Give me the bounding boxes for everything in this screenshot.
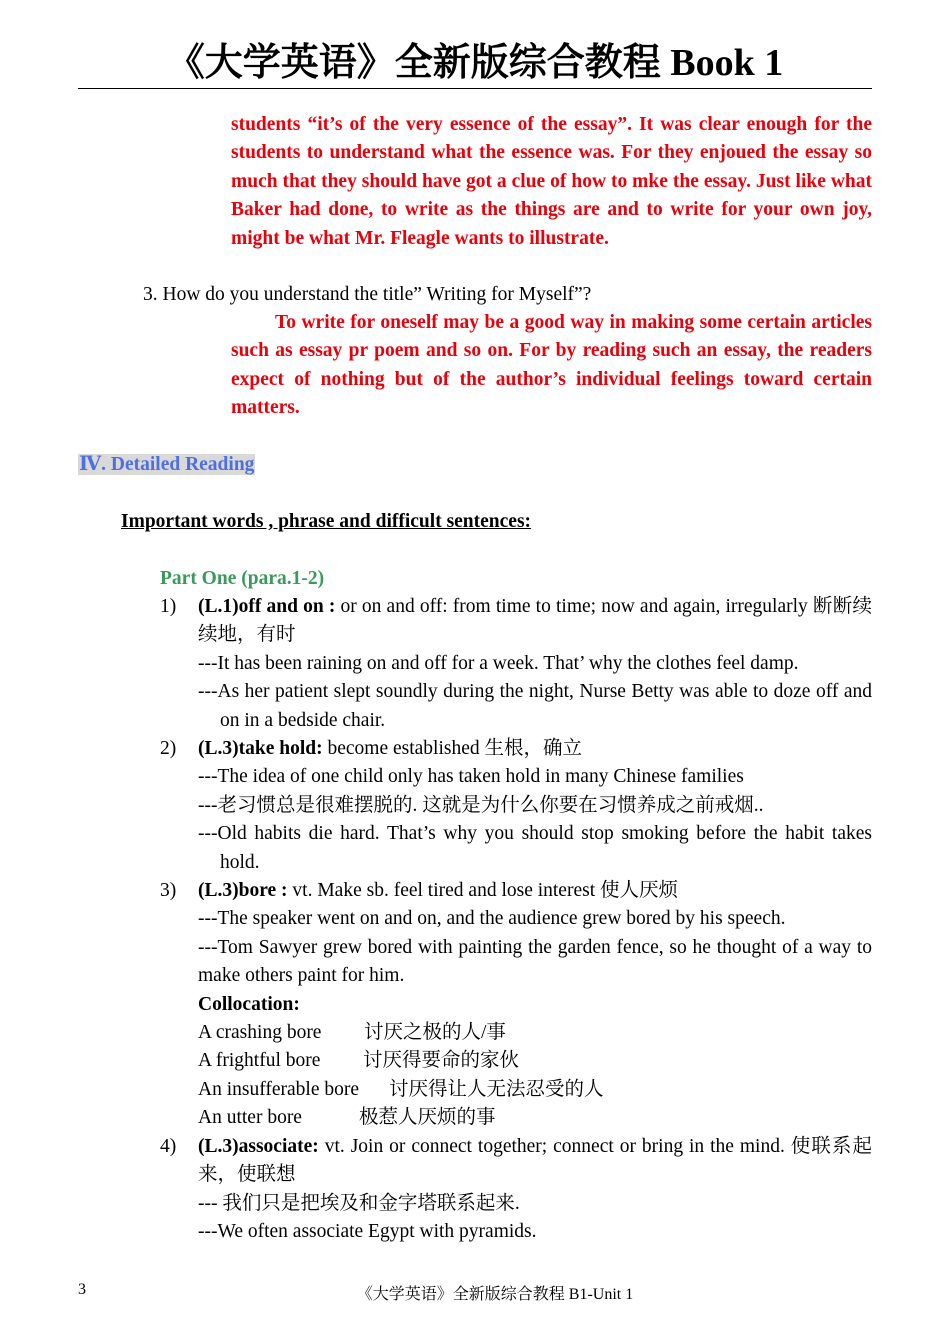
- item-3-example-2: ---Tom Sawyer grew bored with painting the garden fence, so he thought of a way to make others paint for him.: [198, 936, 872, 987]
- section-heading-wrap: [78, 451, 255, 479]
- item-4-def: vt. Join or connect together; connect or bring in the mind. 使联系起来，使联想: [198, 1136, 872, 1186]
- item-4: [198, 1133, 872, 1247]
- item-1-colon: :: [323, 596, 341, 617]
- item-4-example-2: ---We often associate Egypt with pyramids.: [198, 1221, 537, 1243]
- item-1-example-1: ---It has been raining on and off for a week. That’ why the clothes feel damp.: [198, 652, 799, 674]
- collocation-en: A crashing bore: [198, 1022, 322, 1044]
- collocation-zh: 极惹人厌烦的事: [359, 1107, 496, 1129]
- item-4-definition: [198, 1133, 872, 1190]
- section-heading: Ⅳ. Detailed Reading: [79, 454, 255, 475]
- item-2-example-2: ---老习惯总是很难摆脱的. 这就是为什么你要在习惯养成之前戒烟..: [198, 794, 764, 816]
- collocation-en: An insufferable bore: [198, 1078, 359, 1100]
- collocation-zh: 讨厌得让人无法忍受的人: [389, 1078, 604, 1100]
- header-rule: [78, 88, 872, 89]
- item-1-example-2: ---As her patient slept soundly during the night, Nurse Betty was able to doze off and on in a bedside chair.: [198, 681, 872, 731]
- answer-3-text: To write for oneself may be a good way in making some certain articles such as essay pr poem and so on. For by reading such an essay, the readers expect of nothing but of the author’s individual feelings toward certain matters.: [231, 312, 872, 419]
- item-1: [198, 593, 872, 735]
- item-1-def: or on and off: from time to time; now and again, irregularly 断断续续地，有时: [198, 596, 872, 646]
- page-header-title: 《大学英语》全新版综合教程 Book 1: [166, 42, 784, 84]
- collocation-en: An utter bore: [198, 1107, 302, 1129]
- item-2-example-1: ---The idea of one child only has taken hold in many Chinese families: [198, 766, 744, 788]
- collocation-row: [198, 1104, 872, 1132]
- collocation-row: [198, 1019, 872, 1047]
- part-one-heading: Part One (para.1-2): [160, 568, 325, 589]
- item-3-term: (L.3)bore :: [198, 880, 288, 901]
- item-3-def: vt. Make sb. feel tired and lose interest 使人厌烦: [287, 880, 678, 901]
- collocation-en: A frightful bore: [198, 1050, 321, 1072]
- question-3: 3. How do you understand the title” Writing for Myself”?: [143, 284, 592, 305]
- footer-text: 《大学英语》全新版综合教程 B1-Unit 1: [356, 1286, 634, 1303]
- item-3-definition: [198, 877, 872, 905]
- item-1-term: (L.1)off and on: [198, 596, 324, 617]
- item-2-def: become established 生根，确立: [322, 738, 582, 759]
- collocation-zh: 讨厌得要命的家伙: [363, 1050, 520, 1072]
- collocation-row: [198, 1047, 872, 1075]
- answer-2-text: students “it’s of the very essence of the essay”. It was clear enough for the students to understand what the essence was. For they enjoued the essay so much that they should have got a clue of how to mke the essay. Just like what Baker had done, to write as the things are and to write for your own joy, might be what Mr. Fleagle wants to illustrate.: [231, 114, 872, 249]
- item-1-definition: [198, 593, 872, 650]
- item-3-example-1: ---The speaker went on and on, and the audience grew bored by his speech.: [198, 908, 786, 930]
- collocation-row: [198, 1076, 872, 1104]
- item-4-term: (L.3)associate:: [198, 1136, 319, 1157]
- item-2-number: 2): [160, 738, 177, 759]
- important-words-heading: Important words , phrase and difficult sentences:: [121, 511, 532, 532]
- item-2-example-3: ---Old habits die hard. That’s why you should stop smoking before the habit takes hold.: [198, 823, 872, 873]
- item-2: [198, 735, 872, 877]
- collocation-zh: 讨厌之极的人/事: [364, 1022, 506, 1044]
- item-4-number: 4): [160, 1136, 177, 1157]
- item-2-definition: [198, 735, 872, 763]
- item-4-example-1: --- 我们只是把埃及和金字塔联系起来.: [198, 1192, 520, 1214]
- item-3-number: 3): [160, 880, 177, 901]
- collocation-label: Collocation:: [198, 993, 300, 1015]
- item-2-term: (L.3)take hold:: [198, 738, 323, 759]
- item-1-number: 1): [160, 596, 177, 617]
- footer-page-number: 3: [78, 1281, 86, 1298]
- item-3: [198, 877, 872, 1133]
